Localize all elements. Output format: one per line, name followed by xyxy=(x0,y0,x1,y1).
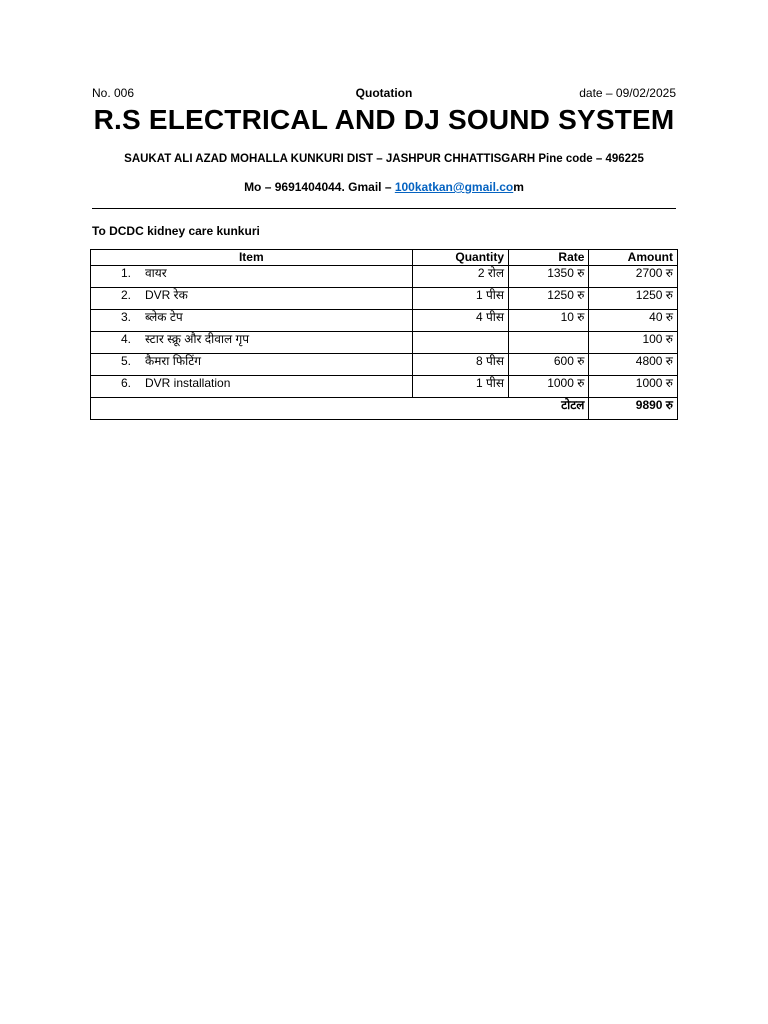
item-cell xyxy=(91,332,413,354)
company-address: SAUKAT ALI AZAD MOHALLA KUNKURI DIST – JASHPUR CHHATTISGARH Pine code – 496225 xyxy=(124,153,644,165)
header-line xyxy=(92,86,676,102)
item-cell xyxy=(91,354,413,376)
column-header-quantity: Quantity xyxy=(412,250,508,266)
item-name: कैमरा फिटिंग xyxy=(145,354,202,368)
row-index: 4. xyxy=(120,332,131,346)
column-header-item: Item xyxy=(91,250,413,266)
divider xyxy=(92,208,676,209)
contact-text: Mo – 9691404044. Gmail – xyxy=(244,180,395,194)
row-index: 6. xyxy=(120,376,131,390)
email-suffix: m xyxy=(513,180,524,194)
document-type: Quotation xyxy=(355,86,413,100)
rate-cell: 1250 रु xyxy=(509,288,589,310)
table-row xyxy=(91,266,678,288)
quantity-cell: 8 पीस xyxy=(412,354,508,376)
column-header-rate: Rate xyxy=(509,250,589,266)
table-row xyxy=(91,376,678,398)
email-link[interactable]: 100katkan@gmail.co xyxy=(394,180,514,194)
recipient: To DCDC kidney care kunkuri xyxy=(92,224,260,238)
column-header-amount: Amount xyxy=(589,250,678,266)
rate-cell: 1000 रु xyxy=(509,376,589,398)
total-row xyxy=(91,398,678,420)
item-cell xyxy=(91,310,413,332)
row-index: 3. xyxy=(120,310,131,324)
row-index: 5. xyxy=(120,354,131,368)
amount-cell: 100 रु xyxy=(589,332,678,354)
table-row xyxy=(91,310,678,332)
total-label: टोटल xyxy=(91,398,589,420)
table-row xyxy=(91,332,678,354)
company-contact xyxy=(0,180,768,194)
items-table xyxy=(90,249,678,420)
item-cell xyxy=(91,266,413,288)
item-name: DVR रेक xyxy=(145,288,188,302)
rate-cell xyxy=(509,332,589,354)
amount-cell: 4800 रु xyxy=(589,354,678,376)
rate-cell: 1350 रु xyxy=(509,266,589,288)
item-name: वायर xyxy=(145,266,167,280)
quotation-number: No. 006 xyxy=(92,86,135,100)
item-cell xyxy=(91,376,413,398)
quotation-date: date – 09/02/2025 xyxy=(579,86,676,100)
table-header-row xyxy=(91,250,678,266)
amount-cell: 1000 रु xyxy=(589,376,678,398)
item-name: DVR installation xyxy=(145,376,231,390)
company-name: R.S ELECTRICAL AND DJ SOUND SYSTEM xyxy=(93,104,675,135)
total-value: 9890 रु xyxy=(589,398,678,420)
rate-cell: 600 रु xyxy=(509,354,589,376)
amount-cell: 1250 रु xyxy=(589,288,678,310)
quantity-cell: 1 पीस xyxy=(412,288,508,310)
amount-cell: 40 रु xyxy=(589,310,678,332)
table-row xyxy=(91,354,678,376)
quantity-cell: 2 रोल xyxy=(412,266,508,288)
item-cell xyxy=(91,288,413,310)
quantity-cell: 4 पीस xyxy=(412,310,508,332)
rate-cell: 10 रु xyxy=(509,310,589,332)
table-row xyxy=(91,288,678,310)
item-name: स्टार स्क्रू और दीवाल गृप xyxy=(145,332,250,346)
item-name: ब्लेक टेप xyxy=(145,310,183,324)
quantity-cell xyxy=(412,332,508,354)
row-index: 1. xyxy=(120,266,131,280)
row-index: 2. xyxy=(120,288,131,302)
amount-cell: 2700 रु xyxy=(589,266,678,288)
quantity-cell: 1 पीस xyxy=(412,376,508,398)
